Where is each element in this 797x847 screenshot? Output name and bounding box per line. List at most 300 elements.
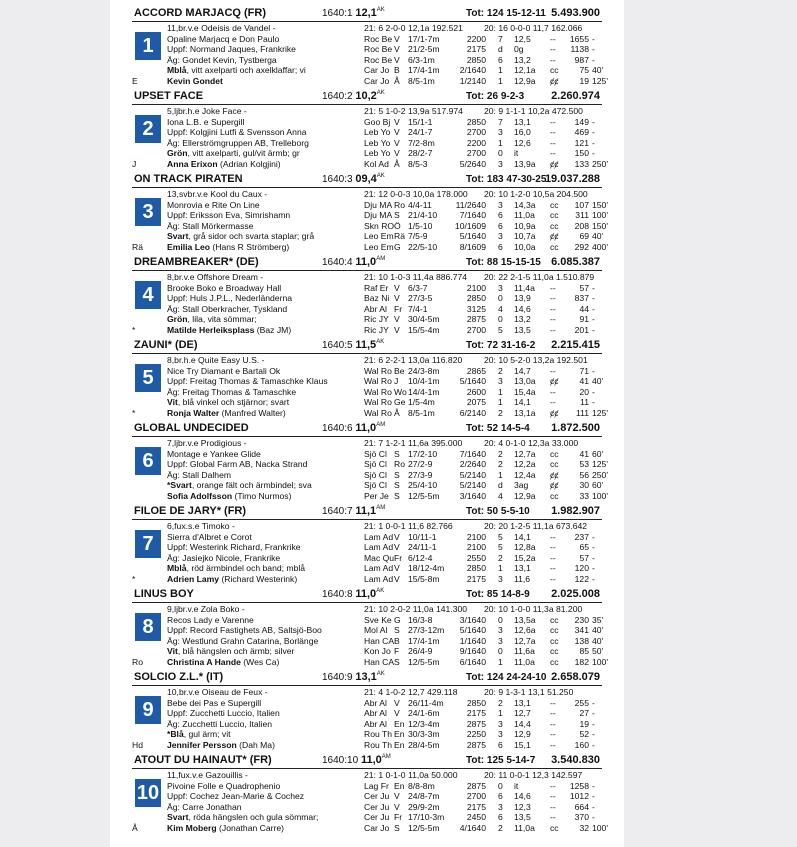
info-text	[167, 729, 231, 740]
driver: Goo Bj	[364, 116, 391, 127]
distance: 5/2640	[459, 159, 486, 169]
distance-post: 1640:7	[322, 506, 353, 517]
info-text	[167, 646, 294, 657]
race-date: 10/4-1m	[408, 376, 440, 387]
distance-post: 1640:3	[322, 174, 353, 185]
info-rest: (Dah Ma)	[236, 740, 275, 750]
km-time: 12,9	[514, 729, 531, 740]
season-2020-stats: 20: 9 1-1-1 10,2a 472.500	[484, 106, 583, 116]
odds: 56	[579, 469, 589, 480]
km-time: 13,2	[514, 54, 531, 65]
shoe-code: cc	[550, 65, 559, 76]
km-time: 12,3	[514, 801, 531, 812]
placing: 2	[498, 552, 503, 563]
race-date: 1/5-10	[408, 220, 433, 231]
horse-name[interactable]: FILOE DE JARY* (FR)	[134, 505, 247, 517]
race-distance	[322, 421, 385, 436]
prize: -	[592, 397, 595, 408]
km-time: 14,3a	[514, 199, 536, 210]
horse-name[interactable]: SOLCIO Z.L.* (IT)	[134, 671, 224, 683]
prize: 150'	[592, 199, 608, 210]
shoe-code: --	[550, 729, 556, 740]
prize: -	[592, 729, 595, 740]
total-earnings: 19.037.288	[544, 173, 600, 185]
season-2021-stats: 21: 1 0-1-0 11,0a 50.000	[364, 770, 458, 780]
prize: -	[592, 531, 595, 542]
prize: -	[592, 282, 595, 293]
driver: Leb Yo	[364, 148, 391, 159]
info-bold: Svart	[167, 231, 189, 242]
placing: 6	[498, 210, 503, 221]
info-text	[167, 65, 306, 76]
info-text: Uppf: Eriksson Eva, Simrishamn	[167, 210, 291, 221]
km-time: 15,1	[514, 740, 531, 750]
prize: 40'	[592, 376, 604, 387]
odds: 65	[579, 542, 589, 553]
prize: -	[592, 574, 595, 584]
driver: Rou Th	[364, 740, 393, 750]
race-date: 12/5-5m	[408, 491, 440, 501]
placing: 7	[498, 33, 503, 44]
info-text	[167, 242, 289, 253]
distance-post: 1640:5	[322, 340, 353, 351]
shoe-code: --	[550, 718, 556, 729]
best-time-suffix: AK	[376, 173, 385, 179]
horse-name[interactable]: ZAUNI* (DE)	[134, 339, 198, 351]
season-2021-stats: 21: 5 1-0-2 13,9a 517.974	[364, 106, 463, 116]
info-rest: (Hans R Strömberg)	[209, 242, 290, 252]
race-date: 28/4-5m	[408, 740, 440, 750]
past-start-row	[132, 615, 602, 626]
shoe-code: ȼȼ	[550, 408, 559, 418]
track: F	[394, 646, 400, 657]
track: Å	[394, 408, 400, 418]
best-time: 13,1	[355, 671, 377, 683]
race-date: 17/4-1m	[408, 635, 440, 646]
total-earnings: 5.493.900	[551, 7, 600, 19]
best-time-suffix: AM	[381, 754, 391, 760]
shoe-code: --	[550, 708, 556, 719]
race-date: 18/12-4m	[408, 563, 445, 574]
distance: 1/1640	[459, 635, 486, 646]
km-time: 13,5	[514, 812, 531, 823]
past-start-row	[132, 138, 602, 149]
driver: Cer Ju	[364, 801, 390, 812]
distance: 2875	[466, 740, 486, 750]
season-2020-stats: 20: 10 1-2-0 10,5a 204.500	[484, 189, 588, 199]
race-date: 17/10-3m	[408, 812, 445, 823]
distance: 2875	[466, 314, 486, 325]
shoe-marker: Ro	[132, 657, 143, 667]
horse-header	[132, 421, 602, 437]
shoe-code: cc	[550, 625, 559, 636]
total-record: Tot: 124 15-12-11	[466, 8, 546, 19]
placing: 3	[498, 635, 503, 646]
odds: 85	[579, 646, 589, 657]
driver: Wal Ro	[364, 386, 392, 397]
prize: -	[592, 708, 595, 719]
prize: -	[592, 718, 595, 729]
total-record: Tot: 125 5-14-7	[466, 755, 536, 766]
odds: 32	[579, 823, 589, 833]
prize: 60'	[592, 480, 604, 491]
placing: 3	[498, 625, 503, 636]
distance: 5/1640	[459, 625, 486, 636]
season-2021-stats: 21: 6 2-0-0 12,1a 192.521	[364, 23, 463, 33]
prize: -	[592, 697, 595, 708]
race-date: 17/2-10	[408, 448, 438, 459]
driver: Wal Ro	[364, 365, 392, 376]
race-date: 8/5-1m	[408, 408, 435, 418]
horse-name[interactable]: ATOUT DU HAINAUT* (FR)	[134, 754, 272, 766]
distance: 2700	[466, 791, 486, 802]
track: En	[394, 780, 405, 791]
pedigree-stats-row	[132, 604, 602, 615]
info-rest: (Timo Nurmos)	[232, 491, 292, 501]
horse-header	[132, 172, 602, 188]
km-time: 13,1	[514, 697, 531, 708]
race-date: 27/2-9	[408, 459, 433, 470]
shoe-marker: J	[132, 159, 137, 169]
shoe-marker: Å	[132, 823, 138, 833]
prize: 100'	[592, 491, 608, 501]
horse-name[interactable]: DREAMBREAKER* (DE)	[134, 256, 259, 268]
best-time-suffix: AM	[376, 256, 386, 262]
info-text	[167, 314, 257, 325]
info-text	[167, 408, 286, 419]
driver: Car Jo	[364, 76, 390, 86]
track: V	[394, 137, 400, 148]
shoe-code: ȼȼ	[550, 76, 559, 86]
odds: 53	[579, 459, 589, 470]
driver: Baz Ni	[364, 293, 390, 304]
placing: 6	[498, 812, 503, 823]
distance: 11/2640	[455, 199, 486, 210]
odds: 107	[574, 199, 589, 210]
start-number-badge: 9	[135, 696, 161, 724]
km-time: 15,2a	[514, 552, 536, 563]
past-start-row	[132, 719, 602, 730]
info-rest: , röd ärmbindel och band; mblå	[186, 563, 306, 574]
distance: 2175	[466, 574, 486, 584]
driver: Per Je	[364, 491, 389, 501]
race-date: 21/4-10	[408, 210, 438, 221]
start-number-badge: 2	[135, 115, 161, 143]
info-text: Pivoine Folle e Quadrophenio	[167, 780, 281, 791]
past-start-row	[132, 698, 602, 709]
distance: 2175	[466, 708, 486, 719]
track: V	[394, 314, 400, 325]
km-time: it	[514, 780, 519, 791]
horse-name[interactable]: GLOBAL UNDECIDED	[134, 422, 249, 434]
km-time: 10,0a	[514, 242, 536, 252]
driver: Cer Ju	[364, 791, 390, 802]
start-number-badge: 1	[135, 32, 161, 60]
driver: Sjö Cl	[364, 469, 387, 480]
past-start-row	[132, 532, 602, 543]
track: Rä	[394, 231, 405, 242]
km-time: 12,9a	[514, 76, 536, 86]
km-time: 13,0a	[514, 376, 536, 387]
odds: 19	[579, 76, 589, 86]
race-date: 26/4-9	[408, 646, 433, 657]
total-record: Tot: 72 31-16-2	[466, 340, 536, 351]
total-earnings: 3.540.830	[551, 754, 600, 766]
track: Ö	[394, 220, 401, 231]
distance: 8/1609	[459, 242, 486, 252]
race-date: 15/5-4m	[408, 325, 440, 335]
prize: 60'	[592, 448, 604, 459]
pedigree-stats-row	[132, 272, 602, 283]
placing: 6	[498, 740, 503, 750]
pedigree-stats-row	[132, 438, 602, 449]
distance: 2700	[466, 127, 486, 138]
driver: Lam Ad	[364, 531, 394, 542]
distance: 2850	[466, 116, 486, 127]
prize: -	[592, 325, 595, 335]
prize: -	[592, 801, 595, 812]
distance: 7/1640	[459, 210, 486, 221]
km-time: 10,9a	[514, 220, 536, 231]
past-start-row	[132, 657, 608, 668]
shoe-code: cc	[550, 823, 559, 833]
prize: 50'	[592, 646, 604, 657]
shoe-code: cc	[550, 657, 559, 667]
placing: 6	[498, 242, 503, 252]
track: V	[394, 44, 400, 55]
placing: 0	[498, 314, 503, 325]
odds: 987	[574, 54, 589, 65]
race-date: 27/3-5	[408, 293, 433, 304]
km-time: 10,7a	[514, 231, 536, 242]
horse-header	[132, 89, 602, 105]
info-rest: , vitt axelparti och axelklaffar; vi	[186, 65, 306, 76]
shoe-marker: *	[132, 408, 136, 418]
odds: 69	[579, 231, 589, 242]
prize: -	[592, 386, 595, 397]
info-bold: *Svart	[167, 480, 192, 491]
shoe-marker: *	[132, 325, 136, 335]
track: V	[394, 148, 400, 159]
shoe-code: --	[550, 33, 556, 44]
km-time: 11,0a	[514, 823, 535, 833]
track: V	[394, 574, 400, 584]
distance-post: 1640:6	[322, 423, 353, 434]
km-time: 13,1	[514, 563, 531, 574]
race-distance	[322, 338, 384, 353]
odds: 1138	[570, 44, 589, 55]
distance: 2700	[466, 148, 486, 159]
race-date: 22/5-10	[408, 242, 438, 252]
track: En	[394, 718, 405, 729]
driver: Mac Qu	[364, 552, 395, 563]
placing: 7	[498, 116, 503, 127]
track: G	[394, 614, 401, 625]
odds: 41	[579, 448, 589, 459]
info-bold: Ronja Walter	[167, 408, 220, 418]
driver: Kon Jo	[364, 646, 391, 657]
race-distance	[322, 587, 384, 602]
driver: Roc Be	[364, 33, 393, 44]
distance: 1/2140	[459, 76, 486, 86]
info-bold: Mblå	[167, 563, 187, 574]
track: V	[394, 791, 400, 802]
info-bold: Jennifer Persson	[167, 740, 237, 750]
horse-name[interactable]: ACCORD MARJACQ (FR)	[134, 7, 266, 19]
horse-header	[132, 587, 602, 603]
track: V	[394, 708, 400, 719]
km-time: 14,6	[514, 303, 531, 314]
odds: 57	[579, 552, 589, 563]
info-text: 7,ljbr.v.e Prodigious -	[167, 438, 247, 448]
distance: 3125	[466, 303, 486, 314]
prize: 100'	[592, 657, 608, 667]
prize: -	[592, 314, 595, 325]
km-time: it	[514, 148, 519, 159]
prize: -	[592, 791, 595, 802]
shoe-code: --	[550, 54, 556, 65]
odds: 75	[579, 65, 589, 76]
placing: d	[498, 480, 503, 491]
odds: 664	[574, 801, 589, 812]
prize: 125'	[592, 76, 608, 86]
placing: 2	[498, 408, 503, 418]
driver: Abr Al	[364, 697, 387, 708]
placing: 1	[498, 397, 503, 408]
track: Ro	[394, 459, 405, 470]
past-start-row	[132, 65, 602, 76]
odds: 182	[574, 657, 589, 667]
info-text: Uppf: Cochez Jean-Marie & Cochez	[167, 791, 305, 802]
race-date: 8/5-1m	[408, 76, 435, 86]
placing: 1	[498, 708, 503, 719]
pedigree-stats-row	[132, 106, 602, 117]
info-rest: , grå sidor och svarta staplar; grå	[188, 231, 315, 242]
driver: Rou Th	[364, 729, 393, 740]
past-start-row	[132, 55, 602, 66]
shoe-code: --	[550, 801, 556, 812]
season-2020-stats: 20: 9 1-3-1 13,1 51.250	[484, 687, 574, 697]
track: V	[394, 801, 400, 812]
program-page	[110, 0, 624, 847]
horse-name[interactable]: UPSET FACE	[134, 90, 204, 102]
placing: 3	[498, 159, 503, 169]
distance: 2100	[466, 282, 486, 293]
info-text: 13,svbr.v.e Kool du Caux -	[167, 189, 268, 199]
pedigree-stats-row	[132, 23, 602, 34]
race-date: 8/5-3	[408, 159, 428, 169]
prize: -	[592, 137, 595, 148]
track: Fr	[394, 812, 403, 823]
distance: 2175	[466, 801, 486, 812]
prize: 250'	[592, 469, 608, 480]
track: S	[394, 625, 400, 636]
total-earnings: 2.215.415	[551, 339, 600, 351]
prize: -	[592, 44, 595, 55]
driver: Ric JY	[364, 325, 389, 335]
distance: 6/1640	[459, 657, 486, 667]
past-start-row	[132, 231, 602, 242]
distance: 2200	[466, 137, 486, 148]
best-time-suffix: AK	[376, 7, 385, 13]
horse-name[interactable]: LINUS BOY	[134, 588, 194, 600]
placing: 1	[498, 386, 503, 397]
distance: 2/1640	[459, 65, 486, 76]
prize: 100'	[592, 210, 608, 221]
placing: d	[498, 44, 503, 55]
info-bold: Grön	[167, 314, 188, 325]
info-text: 10,br.v.e Oiseau de Feux -	[167, 687, 268, 697]
horse-header	[132, 6, 602, 22]
season-2020-stats: 20: 22 2-1-5 11,0a 1.510.879	[484, 272, 595, 282]
best-time: 10,2	[355, 90, 377, 102]
race-date: 30/4-5m	[408, 314, 440, 325]
info-rest: (Manfred Walter)	[219, 408, 286, 418]
race-date: 7/4-1	[408, 303, 428, 314]
prize: -	[592, 116, 595, 127]
season-2021-stats: 21: 6 2-2-1 13,0a 116.820	[364, 355, 463, 365]
distance: 2850	[466, 563, 486, 574]
start-number-badge: 6	[135, 447, 161, 475]
placing: 3	[498, 231, 503, 242]
info-text	[167, 325, 291, 336]
distance: 2700	[466, 325, 486, 335]
odds: 133	[574, 159, 589, 169]
shoe-code: --	[550, 780, 556, 791]
placing: 2	[498, 459, 503, 470]
info-text: 8,br.h.e Quite Easy U.S. -	[167, 355, 265, 365]
distance: 2875	[466, 718, 486, 729]
track: S	[394, 823, 400, 833]
info-bold: Kim Moberg	[167, 823, 217, 833]
track: Å	[394, 159, 400, 169]
distance: 2175	[466, 44, 486, 55]
km-time: 12,9a	[514, 491, 536, 501]
info-rest: (Baz JM)	[254, 325, 292, 335]
placing: 3	[498, 729, 503, 740]
distance: 2850	[466, 697, 486, 708]
race-date: 26/11-4m	[408, 697, 444, 708]
info-text: Äg: Stall Oberkracher, Tyskland	[167, 303, 288, 314]
driver: Leo Em	[364, 231, 394, 242]
race-date: 29/9-2m	[408, 801, 440, 812]
placing: 2	[498, 823, 503, 833]
horse-name[interactable]: ON TRACK PIRATEN	[134, 173, 243, 185]
info-rest: , röda hängslen och gula sömmar;	[188, 812, 319, 823]
shoe-marker: Hd	[132, 740, 143, 750]
driver: Leo Em	[364, 242, 394, 252]
past-start-row	[132, 148, 602, 159]
info-text: Uppf: Kolgjini Lutfi & Svensson Anna	[167, 127, 307, 138]
info-text	[167, 740, 275, 751]
race-date: 12/5-5m	[408, 657, 440, 667]
shoe-code: --	[550, 127, 556, 138]
km-time: 12,7a	[514, 448, 536, 459]
start-number-badge: 8	[135, 613, 161, 641]
info-text: Bebe dei Pas e Supergill	[167, 697, 262, 708]
past-start-row	[132, 574, 602, 585]
placing: 3	[498, 282, 503, 293]
race-date: 28/2-7	[408, 148, 433, 159]
track: Fr	[394, 552, 403, 563]
info-bold: Mblå	[167, 65, 187, 76]
prize: -	[592, 542, 595, 553]
driver: Car Jo	[364, 65, 390, 76]
placing: 3	[498, 801, 503, 812]
race-date: 27/3-9	[408, 469, 433, 480]
track: En	[394, 729, 405, 740]
placing: 3	[498, 574, 503, 584]
